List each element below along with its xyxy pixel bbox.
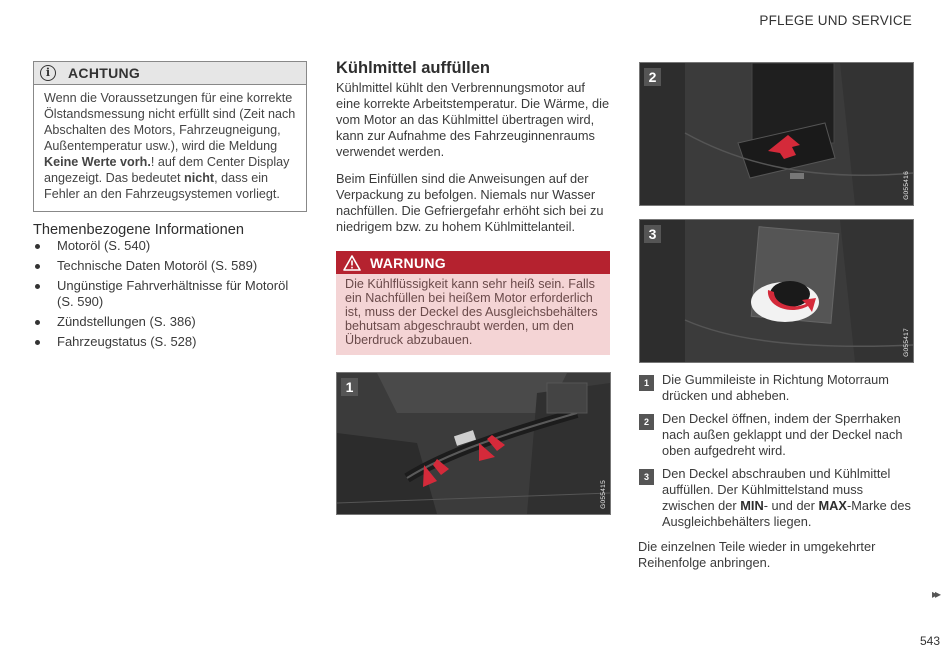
emphasis-word: nicht: [184, 171, 215, 185]
related-link[interactable]: Motoröl (S. 540): [33, 238, 303, 254]
related-link[interactable]: Technische Daten Motoröl (S. 589): [33, 258, 303, 274]
step-text-part: - und der: [763, 498, 819, 513]
step-text-part: -Marke des Ausgleichbehälters liegen.: [662, 498, 911, 529]
step-number: 2: [639, 414, 654, 430]
reservoir-cover-illustration: [640, 63, 913, 205]
step-number: 1: [639, 375, 654, 391]
figure-number: 2: [644, 68, 661, 86]
warning-header: [336, 251, 610, 274]
warning-triangle-icon: [343, 255, 361, 271]
min-mark: MIN: [740, 498, 764, 513]
final-note: Die einzelnen Teile wieder in umgekehrter Reihenfolge anbringen.: [638, 539, 876, 570]
figure-code: G055416: [903, 171, 910, 200]
caution-text-part: , dass ein Fehler an den Fahrzeugsystemen vorliegt.: [44, 171, 280, 201]
figure-2: [639, 62, 914, 206]
reservoir-cap-illustration: [640, 220, 913, 362]
figure-3: [639, 219, 914, 363]
warning-title: WARNUNG: [370, 254, 446, 271]
caution-title: ACHTUNG: [68, 65, 141, 81]
related-link[interactable]: Fahrzeugstatus (S. 528): [33, 334, 303, 350]
running-header: PFLEGE UND SERVICE: [759, 13, 912, 28]
info-icon: i: [40, 65, 56, 81]
figure-code: G055415: [600, 480, 607, 509]
display-message: Keine Werte vorh.: [44, 155, 151, 169]
step-item: [639, 372, 914, 404]
step-text: Die Gummileiste in Richtung Motorraum drücken und abheben.: [662, 372, 889, 403]
warning-box: [336, 251, 610, 355]
step-text: Den Deckel öffnen, indem der Sperrhaken nach außen geklappt und der Deckel nach oben aufgedreht wird.: [662, 411, 903, 458]
page-number: 543: [919, 634, 940, 648]
step-item: [639, 466, 914, 530]
caution-text: [34, 85, 306, 211]
step-text-part: Den Deckel abschrauben und Kühlmittel auffüllen. Der Kühlmittelstand muss zwischen der: [662, 466, 891, 513]
max-mark: MAX: [818, 498, 847, 513]
figure-code: G055417: [903, 328, 910, 357]
related-link[interactable]: Zündstellungen (S. 386): [33, 314, 303, 330]
figure-number: 3: [644, 225, 661, 243]
warning-text: Die Kühlflüssigkeit kann sehr heiß sein. Falls ein Nachfüllen bei heißem Motor erforderlich ist, muss der Deckel des Ausgleichsbehälters behutsam abgeschraubt werden, um den Überdruck abzubauen.: [336, 274, 610, 355]
related-link[interactable]: Ungünstige Fahrverhältnisse für Motoröl (S. 590): [33, 278, 303, 310]
section-title: Kühlmittel auffüllen: [336, 59, 490, 77]
next-page-arrow-icon[interactable]: ▸▸: [931, 587, 938, 601]
figure-number: 1: [341, 378, 358, 396]
caution-box: [33, 61, 307, 212]
caution-text-part: Wenn die Voraussetzungen für eine korrekte Ölstandsmessung nicht erfüllt sind (Zeit nach Abschalten des Motors, Fahrzeugneigung, Außentemperatur usw.), wird die Meldung: [44, 91, 296, 153]
instructions-paragraph: Beim Einfüllen sind die Anweisungen auf der Verpackung zu befolgen. Niemals nur Wasser nachfüllen. Die Gefriergefahr erhöht sich bei zu niedrigem bzw. zu hohem Kühlmittelanteil.: [336, 171, 604, 234]
step-number: 3: [639, 469, 654, 485]
caution-header: [34, 62, 306, 85]
related-info-title: Themenbezogene Informationen: [33, 222, 244, 238]
figure-1: [336, 372, 611, 515]
step-text: [662, 466, 911, 529]
related-info-list: [33, 238, 303, 354]
steps-list: [639, 372, 914, 537]
engine-bay-illustration: [337, 373, 610, 514]
intro-paragraph: Kühlmittel kühlt den Verbrennungsmotor auf eine korrekte Arbeitstemperatur. Die Wärme, die vom Motor an das Kühlmittel übertragen wird, kann zur Aufnahme des Fahrzeuginnenraums verwendet werden.: [336, 80, 610, 159]
step-item: [639, 411, 914, 459]
caution-text-part: ! auf dem Center Display angezeigt. Das bedeutet: [44, 155, 290, 185]
